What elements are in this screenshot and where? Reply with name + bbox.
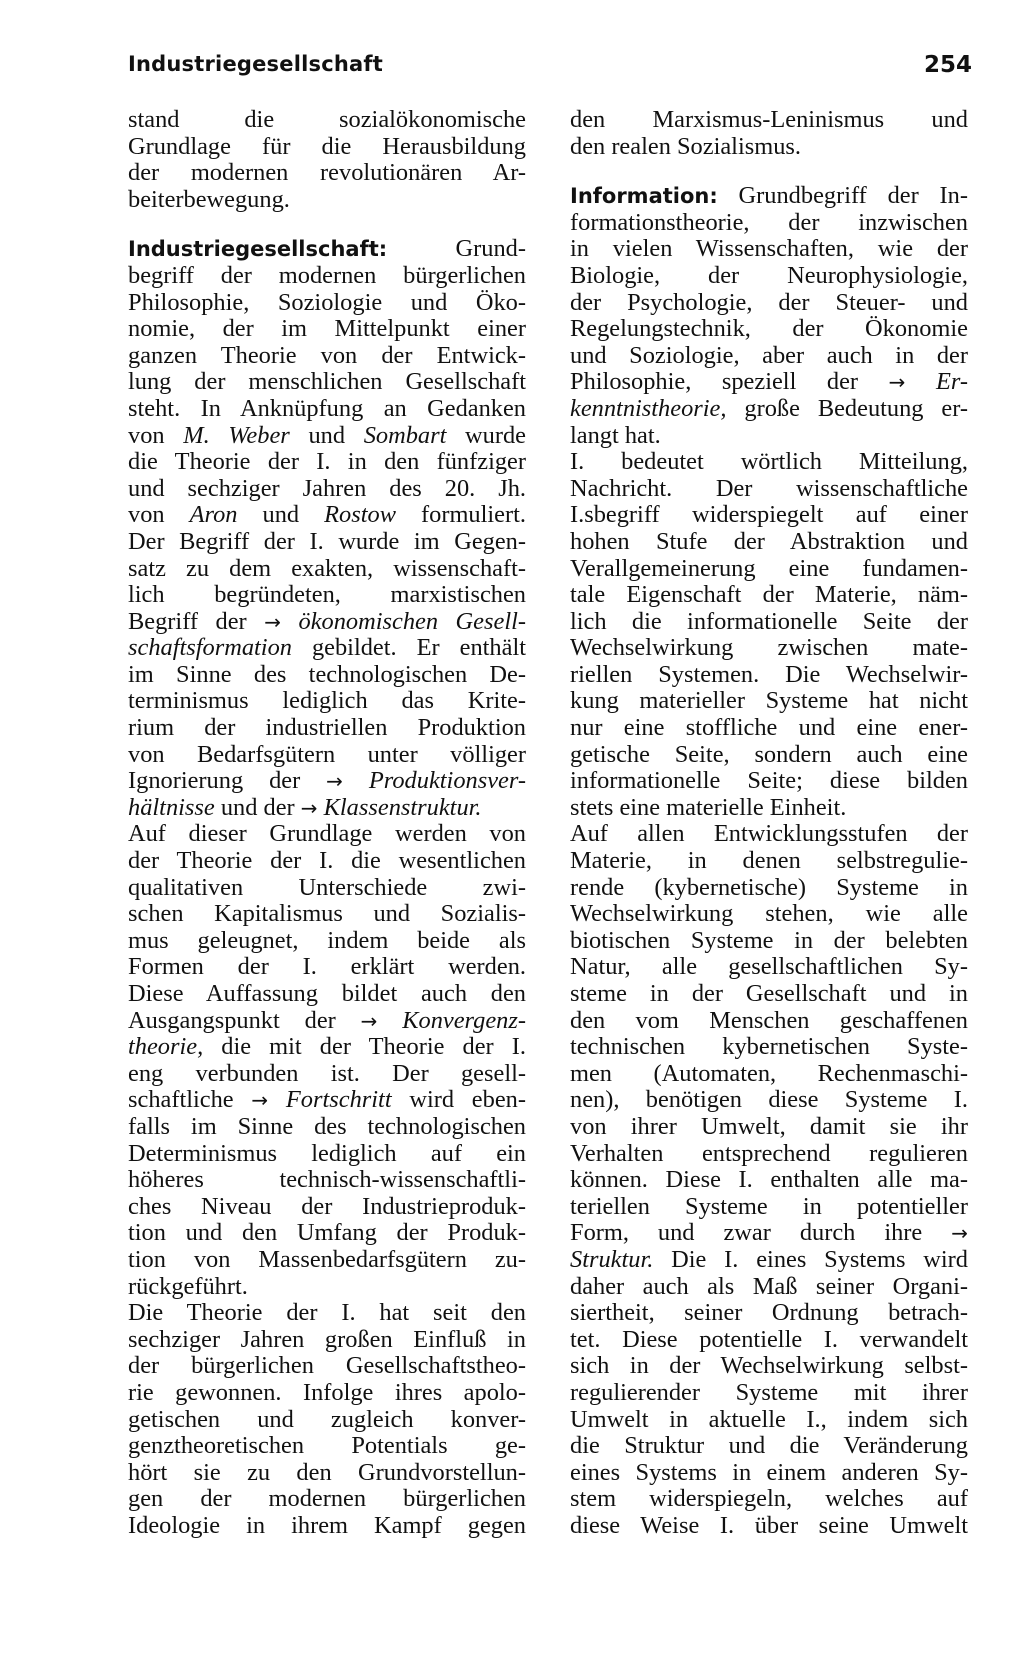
- text-segment: und der: [214, 793, 301, 821]
- cross-reference: Sombart: [363, 421, 447, 449]
- right-column: [570, 107, 968, 1539]
- arrow-icon: →: [300, 795, 318, 820]
- text-line: nur eine stoffliche und eine ener-: [570, 714, 968, 742]
- text-line: gen der modernen bürgerlichen: [128, 1485, 526, 1513]
- text-line: [128, 609, 526, 636]
- text-line: formationstheorie, der inzwischen: [570, 208, 968, 236]
- text-line: und Soziologie, aber auch in der: [570, 341, 968, 369]
- text-line: Diese Auffassung bildet auch den: [128, 980, 526, 1007]
- text-line: eines Systems in einem anderen Sy-: [570, 1458, 968, 1486]
- text-line: [128, 795, 526, 822]
- text-segment: wird eben-: [391, 1086, 526, 1114]
- text-line: steme in der Gesellschaft und in: [570, 980, 968, 1007]
- text-line: tion und den Umfang der Produk-: [128, 1219, 526, 1247]
- text-line: [128, 1087, 526, 1114]
- text-line: Formen der I. erklärt werden.: [128, 953, 526, 981]
- text-line: den realen Sozialismus.: [570, 132, 801, 160]
- text-line: Ideologie in ihrem Kampf gegen: [128, 1511, 526, 1539]
- text-line: die Theorie der I. in den fünfziger: [128, 448, 526, 476]
- text-line: [570, 369, 968, 396]
- text-line: eng verbunden ist. Der gesell-: [128, 1059, 526, 1087]
- text-line: hört sie zu den Grundvorstellun-: [128, 1458, 526, 1486]
- text-line: beiterbewegung.: [128, 185, 290, 213]
- text-line: Wechselwirkung stehen, wie alle: [570, 900, 968, 928]
- text-segment: Die I. eines Systems wird: [653, 1245, 968, 1273]
- text-line: [128, 236, 526, 263]
- text-segment: Philosophie, speziell der: [570, 368, 889, 396]
- text-line: rie gewonnen. Infolge ihres apolo-: [128, 1378, 526, 1406]
- text-line: höheres technisch-wissenschaftli-: [128, 1166, 526, 1194]
- text-line: teriellen Systeme in potentieller: [570, 1192, 968, 1220]
- text-line: den vom Menschen geschaffenen: [570, 1006, 968, 1034]
- text-segment: wurde: [446, 421, 527, 449]
- entry-keyword: Information:: [570, 184, 718, 209]
- cross-reference: Klassenstruktur.: [323, 793, 482, 821]
- text-line: tion von Massenbedarfsgütern zu-: [128, 1245, 526, 1273]
- text-segment: große Bedeutung er-: [726, 394, 968, 422]
- text-line: Grundlage für die Herausbildung: [128, 132, 526, 160]
- text-line: Wechselwirkung zwischen mate-: [570, 634, 968, 662]
- text-line: Philosophie, Soziologie und Öko-: [128, 288, 526, 316]
- text-line: rium der industriellen Produktion: [128, 714, 526, 742]
- text-line: [128, 768, 526, 795]
- text-line: tet. Diese potentielle I. verwandelt: [570, 1325, 968, 1353]
- cross-reference: Produktionsver-: [368, 767, 526, 795]
- text-line: [128, 1034, 526, 1061]
- text-line: falls im Sinne des technologischen: [128, 1112, 526, 1140]
- text-line: getischen und zugleich konver-: [128, 1405, 526, 1433]
- text-segment: Ausgangspunkt der: [128, 1006, 361, 1034]
- text-segment: Begriff der: [128, 607, 265, 635]
- text-line: hohen Stufe der Abstraktion und: [570, 527, 968, 555]
- text-line: von Bedarfsgütern unter völliger: [128, 740, 526, 768]
- text-line: Umwelt in aktuelle I., indem sich: [570, 1405, 968, 1433]
- text-line: sich in der Wechselwirkung selbst-: [570, 1352, 968, 1380]
- text-line: können. Diese I. enthalten alle ma-: [570, 1166, 968, 1194]
- text-segment: Grundbegriff der In-: [717, 182, 968, 210]
- arrow-icon: →: [326, 769, 343, 794]
- cross-reference: Aron: [189, 501, 238, 529]
- text-line: die Struktur und die Veränderung: [570, 1432, 968, 1460]
- text-line: [570, 1247, 968, 1274]
- cross-reference: kenntnistheorie,: [570, 394, 727, 422]
- text-segment: [905, 368, 936, 395]
- text-line: von ihrer Umwelt, damit sie ihr: [570, 1112, 968, 1140]
- text-line: Die Theorie der I. hat seit den: [128, 1299, 526, 1327]
- text-line: den Marxismus-Leninismus und: [570, 106, 968, 133]
- text-line: technischen kybernetischen Syste-: [570, 1033, 968, 1061]
- text-segment: [268, 1086, 286, 1113]
- text-line: der bürgerlichen Gesellschaftstheo-: [128, 1352, 526, 1380]
- text-line: Regelungstechnik, der Ökonomie: [570, 315, 968, 343]
- cross-reference: Struktur.: [570, 1245, 654, 1273]
- text-line: terminismus lediglich das Krite-: [128, 687, 526, 715]
- text-line: lich begründeten, marxistischen: [128, 581, 526, 609]
- entry-keyword: Industriegesellschaft:: [128, 237, 388, 262]
- text-line: stand die sozialökonomische: [128, 106, 526, 133]
- cross-reference: Rostow: [324, 501, 396, 529]
- cross-reference: schaftsformation: [128, 634, 292, 662]
- text-line: Natur, alle gesellschaftlichen Sy-: [570, 953, 968, 981]
- text-line: kung materieller Systeme hat nicht: [570, 687, 968, 715]
- text-line: qualitativen Unterschiede zwi-: [128, 873, 526, 901]
- text-line: I.sbegriff widerspiegelt auf einer: [570, 501, 968, 529]
- text-line: ganzen Theorie von der Entwick-: [128, 341, 526, 369]
- text-segment: [281, 608, 299, 635]
- text-line: genztheoretischen Potentials ge-: [128, 1432, 526, 1460]
- text-segment: schaftliche: [128, 1086, 252, 1114]
- text-segment: die mit der Theorie der I.: [203, 1033, 526, 1061]
- cross-reference: theorie,: [128, 1033, 204, 1061]
- text-line: der modernen revolutionären Ar-: [128, 159, 526, 187]
- arrow-icon: →: [951, 1221, 968, 1246]
- text-line: regulierender Systeme mit ihrer: [570, 1378, 968, 1406]
- page-number: 254: [923, 52, 972, 78]
- text-segment: und: [289, 421, 364, 449]
- text-line: Nachricht. Der wissenschaftliche: [570, 474, 968, 502]
- text-segment: [377, 1007, 402, 1034]
- left-column: [128, 107, 526, 1539]
- text-line: nen), benötigen diese Systeme I.: [570, 1086, 968, 1114]
- text-segment: von: [128, 501, 190, 529]
- text-line: stem widerspiegeln, welches auf: [570, 1485, 968, 1513]
- text-segment: [343, 767, 369, 794]
- text-line: daher auch als Maß seiner Organi-: [570, 1272, 968, 1300]
- text-line: begriff der modernen bürgerlichen: [128, 261, 526, 289]
- text-line: getische Seite, sondern auch eine: [570, 740, 968, 768]
- cross-reference: ökonomischen Gesell-: [298, 607, 526, 635]
- text-segment: von: [128, 421, 184, 449]
- text-line: rückgeführt.: [128, 1272, 248, 1300]
- text-line: [570, 183, 968, 210]
- cross-reference: Fortschritt: [285, 1086, 392, 1114]
- arrow-icon: →: [264, 609, 281, 634]
- text-segment: formuliert.: [395, 501, 526, 529]
- text-line: lung der menschlichen Gesellschaft: [128, 368, 526, 396]
- text-segment: gebildet. Er enthält: [291, 634, 526, 662]
- text-line: stets eine materielle Einheit.: [570, 793, 847, 821]
- text-segment: Grund-: [387, 235, 526, 263]
- cross-reference: Konvergenz-: [402, 1006, 526, 1034]
- text-line: rende (kybernetische) Systeme in: [570, 873, 968, 901]
- text-line: sechziger Jahren großen Einfluß in: [128, 1325, 526, 1353]
- text-line: langt hat.: [570, 421, 661, 449]
- arrow-icon: →: [251, 1088, 269, 1113]
- text-line: I. bedeutet wörtlich Mitteilung,: [570, 448, 968, 476]
- paragraph-gap: [128, 213, 526, 236]
- text-line: Materie, in denen selbstregulie-: [570, 847, 968, 875]
- text-line: Der Begriff der I. wurde im Gegen-: [128, 527, 526, 555]
- text-line: der Psychologie, der Steuer- und: [570, 288, 968, 316]
- cross-reference: Er-: [935, 368, 968, 396]
- text-line: [570, 396, 968, 423]
- text-line: [128, 423, 526, 450]
- text-segment: und: [237, 501, 325, 529]
- text-line: mus geleugnet, indem beide als: [128, 926, 526, 954]
- text-line: Verhalten entsprechend regulieren: [570, 1139, 968, 1167]
- text-line: satz zu dem exakten, wissenschaft-: [128, 554, 526, 582]
- text-segment: Form, und zwar durch ihre: [570, 1219, 952, 1247]
- text-line: im Sinne des technologischen De-: [128, 660, 526, 688]
- arrow-icon: →: [888, 370, 906, 395]
- text-line: in vielen Wissenschaften, wie der: [570, 235, 968, 263]
- text-line: der Theorie der I. die wesentlichen: [128, 847, 526, 875]
- text-line: [128, 1008, 526, 1035]
- text-line: schen Kapitalismus und Sozialis-: [128, 900, 526, 928]
- text-line: Verallgemeinerung eine fundamen-: [570, 554, 968, 582]
- text-line: siertheit, seiner Ordnung betrach-: [570, 1299, 968, 1327]
- text-line: Auf allen Entwicklungsstufen der: [570, 820, 968, 848]
- text-line: [128, 502, 526, 529]
- text-line: men (Automaten, Rechenmaschi-: [570, 1059, 968, 1087]
- text-line: [128, 635, 526, 662]
- text-line: steht. In Anknüpfung an Gedanken: [128, 394, 526, 422]
- cross-reference: M. Weber: [183, 421, 290, 449]
- text-line: ches Niveau der Industrieproduk-: [128, 1192, 526, 1220]
- text-line: und sechziger Jahren des 20. Jh.: [128, 474, 526, 502]
- text-line: lich die informationelle Seite der: [570, 607, 968, 635]
- running-head: Industriegesellschaft: [128, 52, 383, 76]
- text-line: Biologie, der Neurophysiologie,: [570, 261, 968, 289]
- arrow-icon: →: [360, 1008, 378, 1033]
- text-line: riellen Systemen. Die Wechselwir-: [570, 660, 968, 688]
- paragraph-gap: [570, 160, 968, 183]
- text-line: [570, 1220, 968, 1247]
- text-line: Determinismus lediglich auf ein: [128, 1139, 526, 1167]
- text-line: diese Weise I. über seine Umwelt: [570, 1511, 968, 1539]
- text-line: tale Eigenschaft der Materie, näm-: [570, 581, 968, 609]
- text-line: informationelle Seite; diese bilden: [570, 767, 968, 795]
- text-line: Auf dieser Grundlage werden von: [128, 820, 526, 848]
- text-line: nomie, der im Mittelpunkt einer: [128, 315, 526, 343]
- text-segment: Ignorierung der: [128, 767, 327, 795]
- cross-reference: hältnisse: [128, 793, 215, 821]
- text-line: biotischen Systeme in der belebten: [570, 926, 968, 954]
